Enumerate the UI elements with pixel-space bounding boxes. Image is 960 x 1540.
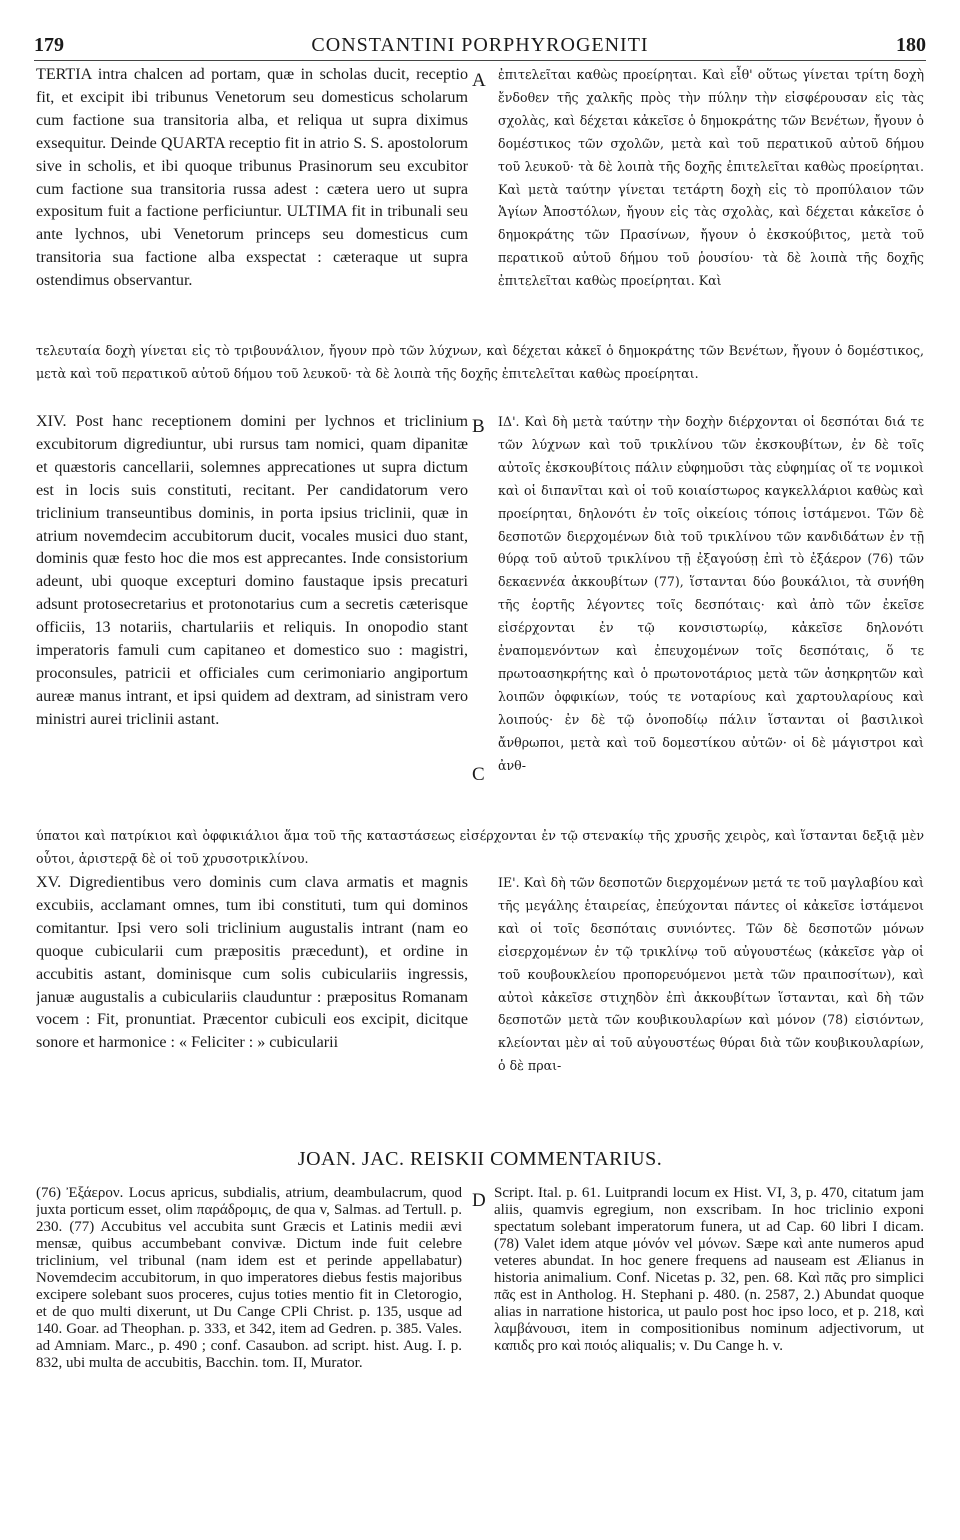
- latin-paragraph: TERTIA intra chalcen ad portam, quæ in scholas ducit, receptio fit, et excipit ibi tribunus Venetorum seu domesticus scholarum cum factione sua transitoria alba, et reliqua ut supra diximus exsequitur. Deinde QUARTA receptio fit in atrio S. S. apostolorum sive in scholis, et ibi quoque tribunus Prasinorum seu excubitor cum factione sua transitoria russa adest : cætera uero ut supra expositum fuit a factione perficiuntur. ULTIMA fit in tribunali seu ante lychnos, ubi Venetorum princeps seu domesticus cum transitoria sua factione alba exspectat : cæteraque ut supra ostendimus observantur.: [36, 66, 468, 290]
- greek-full-width-a: [36, 340, 924, 410]
- latin-text-section-a: [36, 64, 468, 340]
- margin-marker-d: D: [472, 1190, 486, 1211]
- greek-full-width-xiv: [36, 825, 924, 871]
- greek-text-section-xv: [498, 872, 924, 1125]
- commentary-title: JOAN. JAC. REISKII COMMENTARIUS.: [297, 1148, 663, 1170]
- greek-paragraph: ἐπιτελεῖται καθὼς προείρηται. Καὶ εἶθ' οὕτως γίνεται τρίτη δοχὴ ἔνδοθεν τῆς χαλκῆς πρὸς τὴν πύλην τὴν εἰσφέρουσαν εἰς τὰς σχολὰς, καὶ δέχεται κἀκεῖσε ὁ δημοκράτης τῶν Βενέτων, ἤγουν ὁ δομέστικος τῶν σχολῶν, μετὰ καὶ τοῦ περατικοῦ αὐτοῦ δήμου τοῦ λευκοῦ· τὰ δὲ λοιπὰ τῆς δοχῆς ἐπιτελεῖται καθὼς προείρηται. Καὶ μετὰ ταύτην γίνεται τετάρτη δοχὴ εἰς τὸ προπύλαιον τῶν Ἁγίων Ἀποστόλων, ἤγουν εἰς τὰς σχολὰς, καὶ δέχεται κἀκεῖσε ὁ δημοκράτης τῶν Πρασίνων, ἤγουν ὁ ἐκσκούβιτος, μετὰ τοῦ περατικοῦ αὐτοῦ δήμου τοῦ ῥουσίου· τὰ δὲ λοιπὰ τῆς δοχῆς ἐπιτελεῖται καθὼς προείρηται. Καὶ: [498, 67, 924, 289]
- greek-paragraph-continued: τελευταία δοχὴ γίνεται εἰς τὸ τριβουνάλιον, ἤγουν πρὸ τῶν λύχνων, καὶ δέχεται κἀκεῖ ὁ δημοκράτης τῶν Βενέτων, ἤγουν ὁ δομέστικος, μετὰ καὶ τοῦ περατικοῦ αὐτοῦ δήμου τοῦ λευκοῦ· τὰ δὲ λοιπὰ τῆς δοχῆς ἐπιτελεῖται καθὼς προείρηται.: [36, 343, 924, 381]
- page-header: [34, 34, 926, 61]
- latin-text-section-xiv: [36, 411, 468, 825]
- commentary-left-column: [36, 1185, 462, 1467]
- greek-text-section-a: [498, 64, 924, 340]
- latin-paragraph: XV. Digredientibus vero dominis cum clava armatis et magnis excubiis, acclamant omnes, tum ibi constituti, tum qui dominos comitantur. Ipsi vero soli triclinium augustalis intrant (nam eo quoque cubicularii cum præpositis præcedunt), et ordine in accubitis astant, dominisque cum solis cubiculariis ingressis, januæ augustalis a cubiculariis clauduntur : præpositus Romanam vocem : Fit, pronuntiat. Præcentor cubiculi eos excipit, dicitque sonore et harmonice : « Feliciter : » cubicularii: [36, 874, 468, 1052]
- margin-marker-b: B: [472, 416, 485, 437]
- commentary-note: Script. Ital. p. 61. Luitprandi locum ex Hist. VI, 3, p. 470, citatum jam aliis, quamvis egregium, non exscribam. In hoc triclinio exponi spectatum solebant imperatorum funera, ut ad Cap. 60 libri I dicam. (78) Valet idem atque μόνόν vel μόνων. Sæpe καὶ ante numeros apud veteres abundat. In hoc genere frequens ad nauseam est Ælianus in historia animalium. Conf. Nicetas p. 32, pen. 68. Καὶ πᾶς pro simplici πᾶς est in Antholog. H. Stephani p. 480. (n. 2587, 2.) Abundat quoque alias in narratione historica, ut paulo post hoc ipso loco, et p. 218, καὶ λαμβάνουσι, item in compositionibus nominum adjectivorum, ut καπιδς pro καὶ ποιός aliqualis; v. Du Cange h. v.: [494, 1185, 924, 1354]
- greek-paragraph: ΙΕ'. Καὶ δὴ τῶν δεσποτῶν διερχομένων μετά τε τοῦ μαγλαβίου καὶ τῆς μεγάλης ἑταιρείας, ἐπεύχονται πάντες οἱ κἀκεῖσε ἱστάμενοι καὶ οἱ τοῖς δεσπόταις συνιόντες. Τῶν δὲ δεσποτῶν μόνων εἰσερχομένων ἐν τῷ τρικλίνῳ τοῦ αὐγουστέως (κἀκεῖσε γὰρ οἱ τοῦ κουβουκλείου προπορευόμενοι μετὰ τῶν πραιποσίτων), καὶ αὐτοὶ κἀκεῖσε στιχηδὸν ἐπὶ ἀκκουβίτων ἵστανται, καὶ δὴ τῶν δεσποτῶν μετὰ τῶν κουβικουλαρίων καὶ μόνον (78) εἰσιόντων, κλείονται μὲν αἱ τοῦ αὐγουστέως θύραι διὰ τῶν κουβικουλαρίων, ὁ δὲ πραι-: [498, 875, 924, 1074]
- running-title: CONSTANTINI PORPHYROGENITI: [311, 34, 649, 56]
- greek-paragraph: ΙΔ'. Καὶ δὴ μετὰ ταύτην τὴν δοχὴν διέρχονται οἱ δεσπόται διά τε τῶν λύχνων καὶ τοῦ τρικλίνου τῶν ἐκσκουβίτων, ἐν δὲ τοῖς αὐτοῖς ἐκσκουβίτοις πάλιν εὐφημοῦσι τὰς εὐφημίας οἵ τε νομικοὶ καὶ οἱ διπανῖται καὶ οἱ τοῦ κοιαίστωρος καγκελλάριοι καθὼς καὶ προείρηται, δηλονότι ἐν τοῖς οἰκείοις τόποις ἱστάμενοι. Τῶν δὲ δεσποτῶν διερχομένων διὰ τοῦ τρικλίνου τῶν κανδιδάτων ἐν τῇ θύρᾳ τοῦ αὐτοῦ τρικλίνου τῇ ἐξαγούσῃ ἐπὶ τὸ ἐξάερον (76) τῶν δεκαεννέα ἀκκουβίτων (77), ἵστανται δύο βουκάλιοι, τὰ συνήθη τῆς ἑορτῆς λέγοντες τοῖς δεσπόταις· καὶ ἀπὸ τῶν ἐκεῖσε εἰσέρχονται ἐν τῷ κονσιστωρίῳ, κἀκεῖσε δηλονότι ἐναπομενόντων καὶ ἐπευχομένων τοῖς δεσπόταις, ὅ τε πρωτοασηκρήτης καὶ ὁ πρωτονοτάριος μετὰ τῶν ἀσηκρητῶν καὶ λοιπῶν ὀφφικίων, τούς τε νοταρίους καὶ χαρτουλαρίους καὶ λοιπούς· ἐν δὲ τῷ ὀνοποδίῳ πάλιν ἵστανται οἱ βασιλικοὶ ἄνθρωποι, μετὰ καὶ τοῦ δομεστίκου αὐτῶν· οἱ δὲ μάγιστροι καὶ ἀνθ-: [498, 414, 924, 773]
- greek-text-section-xiv: [498, 411, 924, 825]
- latin-text-section-xv: [36, 872, 468, 1125]
- margin-marker-a: A: [472, 70, 486, 91]
- commentary-note: (76) Ἐξάερον. Locus apricus, subdialis, atrium, deambulacrum, quod juxta porticum esset, olim παράδρομις, de qua v, Salmas. ad Tertull. p. 230. (77) Accubitus vel accubita sunt Græcis et Latinis medii ævi mensæ, quibus accumbebant convivæ. Dictum inde fuit celebre triclinium, vel tribunal (nam idem est et perinde appellabatur) Novemdecim accubitorum, in quo imperatores diebus festis majoribus excipere solebant suos proceres, cujus toties mentio fit in Cletorogio, et de quo multi dixerunt, ut Du Cange CPli Christ. p. 135, usque ad 140. Goar. ad Theophan. p. 333, et 342, item ad Gedren. p. 385. Vales. ad Amniam. Marc., p. 490 ; conf. Casaubon. ad script. hist. Aug. I. p. 832, ubi multa de accubitis, Bacchin. tom. II, Murator.: [36, 1185, 462, 1371]
- page-number-right: 180: [896, 34, 926, 56]
- commentary-right-column: [494, 1185, 924, 1467]
- page-number-left: 179: [34, 34, 64, 56]
- latin-paragraph: XIV. Post hanc receptionem domini per lychnos et triclinium excubitorum digrediuntur, ubi rursus tam nomici, quam dipanitæ et quæstoris cancellarii, solemnes apprecationes ut supra dictum est in locis suis constituti, recitant. Per candidatorum vero triclinium transeuntibus dominis, in porta ipsius triclinii, quæ in atrium novemdecim accubitorum ducit, vocales musici duo stant, dominis quæ festo hoc die mos est apprecantes. Inde consistorium adeunt, ubi quoque excepturi domino faustaque ipsis precaturi adsunt protosecretarius et protonotarius cum a secretis cæterisque officiis, 13 notariis, chartulariis et reliquis. In onopodio stant imperatoris famuli cum capitaneo et domestico suo : magistri, proconsules, patricii et officiales cum cerimoniario angiportum aureæ manus intrant, et ipsi quidem ad dextram, ad sinistram vero ministri aurei triclinii astant.: [36, 413, 468, 728]
- greek-paragraph-continued: ύπατοι καὶ πατρίκιοι καὶ ὀφφικιάλιοι ἅμα τοῦ τῆς καταστάσεως εἰσέρχονται ἐν τῷ στενακίῳ τῆς χρυσῆς χειρὸς, καὶ ἵστανται δεξιᾷ μὲν οὗτοι, ἀριστερᾷ δὲ οἱ τοῦ χρυσοτρικλίνου.: [36, 828, 924, 866]
- margin-marker-c: C: [472, 764, 485, 785]
